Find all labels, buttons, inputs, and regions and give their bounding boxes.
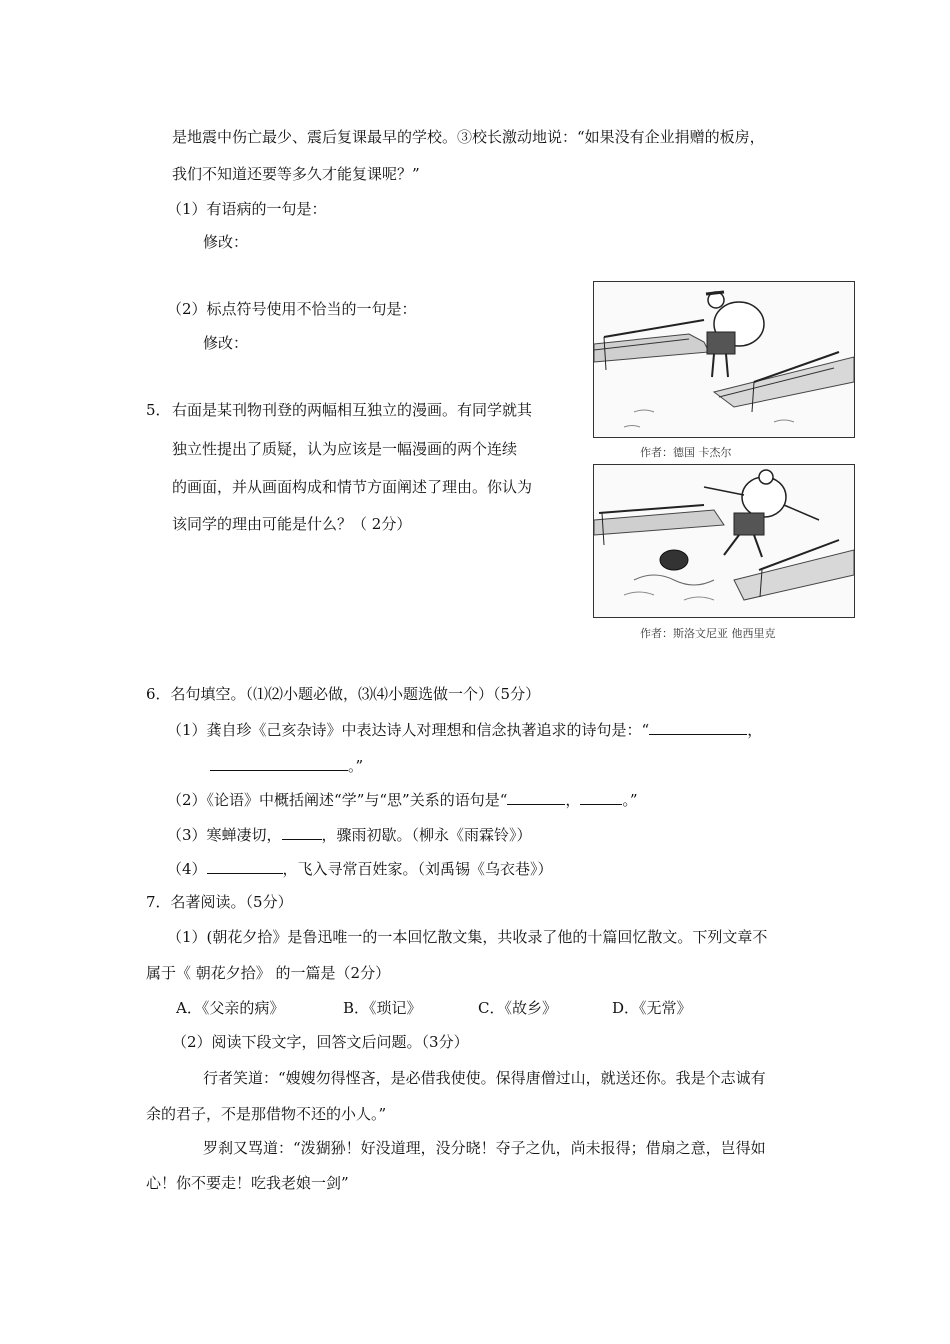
- cartoon-panel-2: [593, 464, 855, 618]
- cartoon-2-drawing: [594, 465, 854, 617]
- q4-line-2: 我们不知道还要等多久才能复课呢？”: [172, 165, 420, 183]
- q5-line-4: 该同学的理由可能是什么？（ 2分）: [172, 515, 412, 533]
- q4-fix-1: 修改：: [203, 233, 249, 251]
- answer-blank[interactable]: [649, 719, 747, 735]
- q7-title: 7．名著阅读。（5分）: [146, 893, 293, 911]
- q7-item-2: （2）阅读下段文字，回答文后问题。（3分）: [172, 1033, 469, 1051]
- q4-sub-2: （2）标点符号使用不恰当的一句是：: [167, 300, 417, 318]
- cartoon-1-drawing: [594, 282, 854, 437]
- answer-blank[interactable]: [207, 858, 283, 874]
- q6-item-2-comma: ，: [565, 791, 581, 809]
- passage-paragraph-2-line-2: 心！你不要走！吃我老娘一剑”: [146, 1174, 349, 1192]
- cartoon-1-caption: 作者：德国 卡杰尔: [640, 446, 732, 459]
- q6-item-2-end: 。”: [622, 791, 638, 809]
- q7-item-1-line-1: （1）(朝花夕拾》是鲁迅唯一的一本回忆散文集，共收录了他的十篇回忆散文。下列文章不: [167, 928, 768, 946]
- option-a[interactable]: A．《父亲的病》: [176, 999, 285, 1017]
- answer-blank[interactable]: [580, 789, 622, 805]
- q5-line-1: 右面是某刊物刊登的两幅相互独立的漫画。有同学就其: [172, 401, 533, 419]
- q4-line-1: 是地震中伤亡最少、震后复课最早的学校。③校长激动地说：“如果没有企业捐赠的板房，: [172, 128, 765, 146]
- cartoon-2-caption: 作者：斯洛文尼亚 他西里克: [640, 627, 776, 640]
- passage-paragraph-1-line-2: 余的君子，不是那借物不还的小人。”: [146, 1105, 387, 1123]
- q6-item-3-rest: ，骤雨初歇。（柳永《雨霖铃》）: [321, 826, 532, 844]
- q6-item-3: [167, 824, 532, 845]
- q5-number: 5．: [146, 401, 171, 419]
- q5-line-2: 独立性提出了质疑，认为应该是一幅漫画的两个连续: [172, 440, 518, 458]
- passage-paragraph-2-line-1: 罗刹又骂道：“泼猢狲！好没道理，没分晓！夺子之仇，尚未报得；借扇之意，岂得如: [203, 1139, 766, 1157]
- answer-blank[interactable]: [507, 789, 565, 805]
- passage-paragraph-1-line-1: 行者笑道：“嫂嫂勿得悭吝，是必借我使使。保得唐僧过山，就送还你。我是个志诚有: [203, 1069, 766, 1087]
- q7-item-1-line-2: 属于《 朝花夕拾》 的一篇是（2分）: [146, 964, 391, 982]
- answer-blank[interactable]: [282, 824, 322, 840]
- q6-item-2-prompt: （2）《论语》中概括阐述“学”与“思”关系的语句是“: [167, 791, 508, 809]
- q6-item-1-end: 。”: [348, 757, 364, 775]
- q4-fix-2: 修改：: [203, 334, 249, 352]
- q6-title: 6．名句填空。（⑴⑵小题必做，⑶⑷小题选做一个）（5分）: [146, 685, 541, 703]
- q6-item-1-line-1: [167, 719, 762, 740]
- option-b[interactable]: B．《琐记》: [343, 999, 422, 1017]
- option-d[interactable]: D．《无常》: [612, 999, 692, 1017]
- answer-blank[interactable]: [210, 755, 348, 771]
- q6-item-4: [167, 858, 553, 879]
- q4-sub-1: （1）有语病的一句是：: [167, 200, 327, 218]
- q6-item-1-line-2: [210, 755, 363, 776]
- q6-item-4-prompt: （4）: [167, 860, 207, 878]
- cartoon-panel-1: [593, 281, 855, 438]
- q6-item-1-comma: ，: [747, 721, 763, 739]
- q6-item-3-prompt: （3）寒蝉凄切，: [167, 826, 282, 844]
- q6-item-1-prompt: （1）龚自珍《己亥杂诗》中表达诗人对理想和信念执著追求的诗句是：“: [167, 721, 650, 739]
- q6-item-4-rest: ，飞入寻常百姓家。（刘禹锡《乌衣巷》）: [282, 860, 553, 878]
- option-c[interactable]: C．《故乡》: [478, 999, 557, 1017]
- q5-line-3: 的画面，并从画面构成和情节方面阐述了理由。你认为: [172, 478, 533, 496]
- q6-item-2: [167, 789, 638, 810]
